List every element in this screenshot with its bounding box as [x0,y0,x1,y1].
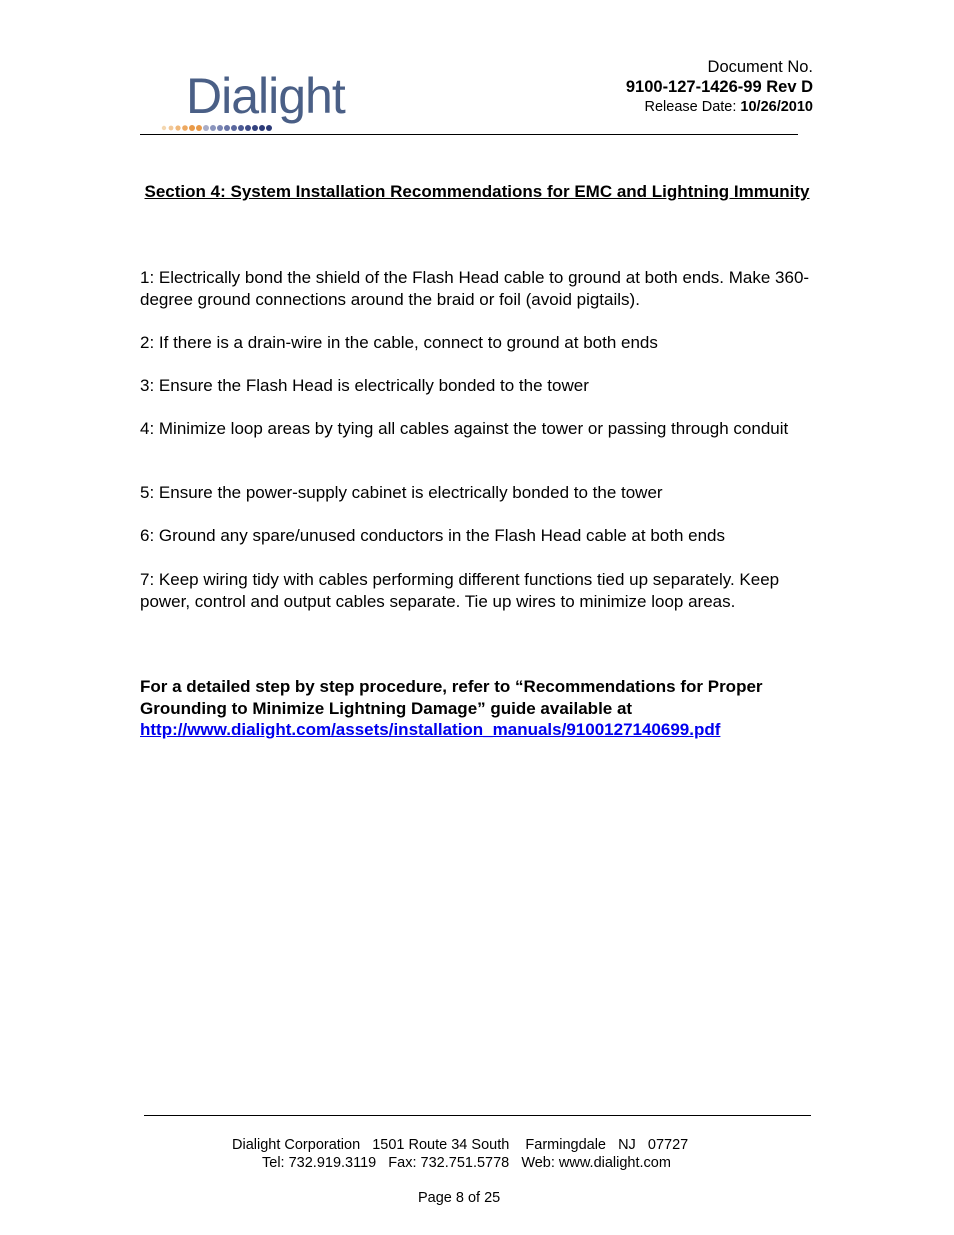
footer-contact: Tel: 732.919.3119 Fax: 732.751.5778 Web: www.dialight.com [262,1155,671,1171]
header-divider [140,134,798,135]
section-title: Section 4: System Installation Recommendations for EMC and Lightning Immunity [144,182,810,201]
instruction-item-5: 5: Ensure the power-supply cabinet is electrically bonded to the tower [140,483,663,502]
instruction-item-3: 3: Ensure the Flash Head is electrically bonded to the tower [140,376,589,395]
document-label: Document No. [707,58,813,76]
reference-text: For a detailed step by step procedure, refer to “Recommendations for Proper Grounding to Minimize Lightning Damage” guide available at [140,677,763,718]
dialight-logo [160,68,390,134]
instruction-item-2: 2: If there is a drain-wire in the cable, connect to ground at both ends [140,333,658,352]
instruction-item-4: 4: Minimize loop areas by tying all cables against the tower or passing through conduit [140,419,789,438]
instruction-item-1: 1: Electrically bond the shield of the Flash Head cable to ground at both ends. Make 360-degree ground connections around the braid or foil (avoid pigtails). [140,268,810,309]
footer-address: Dialight Corporation 1501 Route 34 South Farmingdale NJ 07727 [232,1137,689,1153]
release-date: 10/26/2010 [740,99,813,115]
release-line [626,97,813,117]
reference-paragraph [140,676,780,741]
document-number: 9100-127-1426-99 Rev D [625,78,813,96]
installation-manual-link[interactable]: http://www.dialight.com/assets/installation_manuals/9100127140699.pdf [140,720,721,739]
document-info [626,57,813,117]
instruction-item-6: 6: Ground any spare/unused conductors in the Flash Head cable at both ends [140,526,725,545]
footer-divider [144,1115,811,1116]
instruction-item-7: 7: Keep wiring tidy with cables performing different functions tied up separately. Keep power, control and output cables separate. Tie up wires to minimize loop areas. [140,570,780,611]
release-label: Release Date: [644,99,741,115]
page-number: Page 8 of 25 [418,1190,501,1206]
logo-wordmark: Dialight [186,68,345,124]
logo-dots-graphic [160,123,300,133]
